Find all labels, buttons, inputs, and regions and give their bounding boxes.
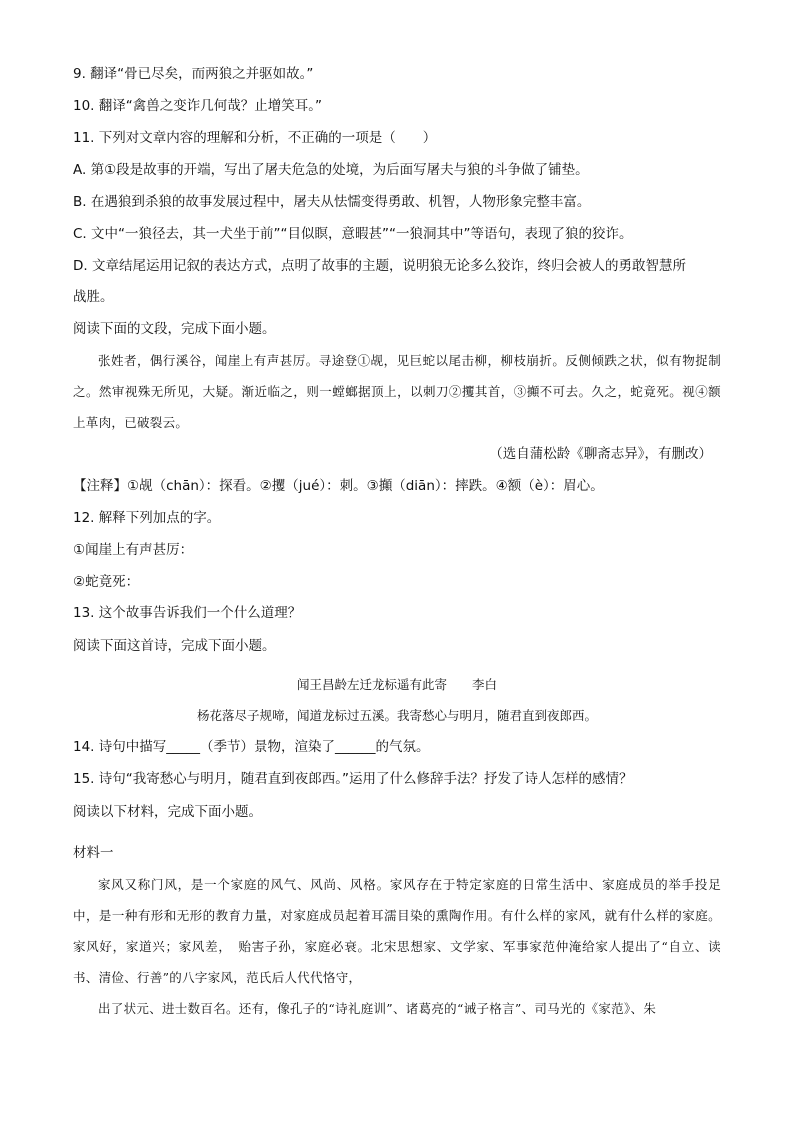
poem-body: 杨花落尽子规啼，闻道龙标过五溪。我寄愁心与明月，随君直到夜郎西。 (196, 708, 597, 723)
classical-passage (73, 345, 721, 438)
question-9: 9. 翻译“骨已尽矣，而两狼之并驱如故。” (73, 66, 314, 82)
question-12-item-1: ①闻崖上有声甚厉： (73, 542, 194, 558)
passage-text: 张姓者，偶行溪谷，闻崖上有声甚厉。寻途登①觇，见巨蛇以尾击柳，柳枝崩折。反侧倾跌之状，似有物捉制之。然审视殊无所见，大疑。渐近临之，则一螳螂据顶上，以刺刀②攫其首，③攧不可去。久之，蛇竟死。视④额上革肉，已破裂云。 (73, 353, 721, 430)
question-15: 15. 诗句“我寄愁心与明月，随君直到夜郎西。”运用了什么修辞手法？抒发了诗人怎样的感情？ (73, 771, 633, 787)
passage-notes: 【注释】①觇（chān）：探看。②攫（jué）：刺。③攧（diān）：摔跌。④额（è）：眉心。 (73, 478, 604, 494)
material-one-passage (73, 869, 721, 993)
question-13: 13. 这个故事告诉我们一个什么道理？ (73, 605, 302, 621)
question-10: 10. 翻译“禽兽之变诈几何哉？止增笑耳。” (73, 98, 322, 114)
question-12-item-2: ②蛇竟死： (73, 574, 140, 590)
material-label: 材料一 (73, 845, 114, 861)
question-11-option-a: A. 第①段是故事的开端，写出了屠夫危急的处境，为后面写屠夫与狼的斗争做了铺垫。 (73, 162, 589, 178)
poem-title: 闻王昌龄左迁龙标遥有此寄 李白 (296, 677, 497, 692)
question-11-option-d-continued: 战胜。 (73, 289, 114, 305)
question-14: 14. 诗句中描写_____（季节）景物，渲染了______的气氛。 (73, 739, 430, 755)
question-11: 11. 下列对文章内容的理解和分析，不正确的一项是（ ） (73, 130, 437, 146)
reading-instruction: 阅读下面的文段，完成下面小题。 (73, 321, 276, 337)
question-11-option-b: B. 在遇狼到杀狼的故事发展过程中，屠夫从怯懦变得勇敢、机智，人物形象完整丰富。 (73, 194, 591, 210)
passage-source: （选自蒲松龄《聊斋志异》，有删改） (489, 446, 712, 462)
question-11-option-d: D. 文章结尾运用记叙的表达方式，点明了故事的主题，说明狼无论多么狡诈，终归会被人的勇敢智慧所 (73, 258, 686, 274)
material-paragraph-2: 出了状元、进士数百名。还有，像孔子的“诗礼庭训”、诸葛亮的“诫子格言”、司马光的《家范》、朱 (98, 1001, 657, 1016)
material-paragraph-1: 家风又称门风，是一个家庭的风气、风尚、风格。家风存在于特定家庭的日常生活中、家庭成员的举手投足中，是一种有形和无形的教育力量，对家庭成员起着耳濡目染的熏陶作用。有什么样的家风，就有什么样的家庭。家风好，家道兴；家风差， 贻害子孙，家庭必衰。北宋思想家、文学家、军事家范仲淹给家人提出了“自立、读书、清俭、行善”的八字家风，范氏后人代代恪守， (73, 877, 721, 985)
question-12: 12. 解释下列加点的字。 (73, 510, 221, 526)
material-instruction: 阅读以下材料，完成下面小题。 (73, 804, 262, 820)
question-11-option-c: C. 文中“一狼径去，其一犬坐于前”“目似瞑，意暇甚”“一狼洞其中”等语句，表现了狼的狡诈。 (73, 226, 633, 242)
poem-instruction: 阅读下面这首诗，完成下面小题。 (73, 638, 276, 654)
material-one-continued (73, 993, 721, 1024)
